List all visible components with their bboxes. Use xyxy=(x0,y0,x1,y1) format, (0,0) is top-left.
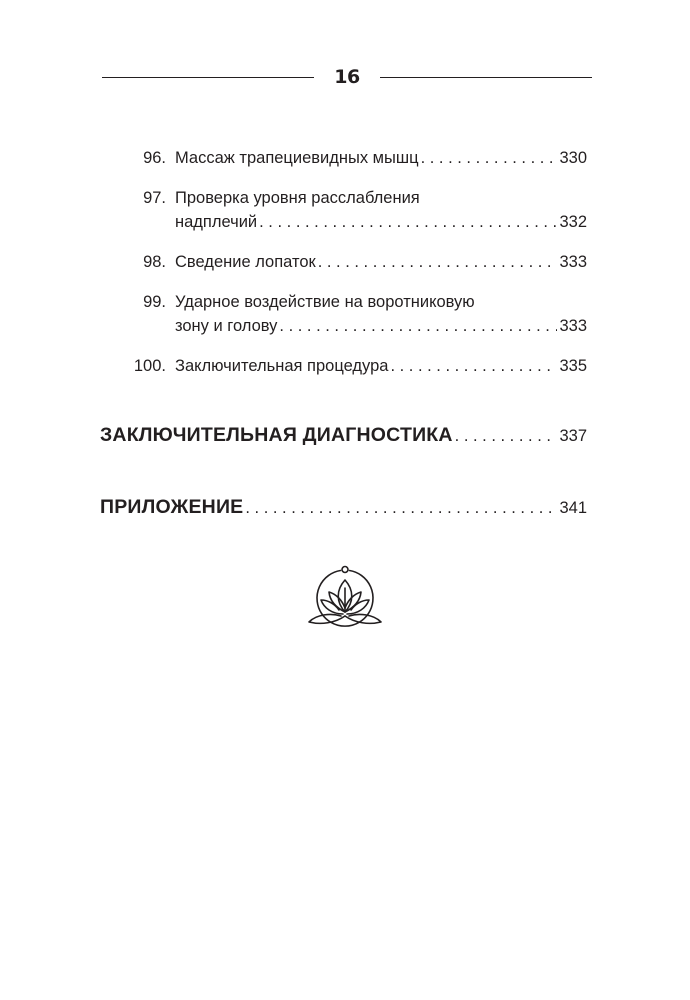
toc-section-page: 341 xyxy=(559,499,587,517)
leader-dots xyxy=(279,314,557,338)
toc-section-title: ЗАКЛЮЧИТЕЛЬНАЯ ДИАГНОСТИКА xyxy=(100,424,453,446)
toc-section-title: ПРИЛОЖЕНИЕ xyxy=(100,496,244,518)
toc-entry-title-continued: надплечий xyxy=(175,213,258,231)
leader-dots xyxy=(245,494,557,522)
page-header xyxy=(102,62,592,92)
toc-entry-page: 332 xyxy=(559,213,587,231)
toc-entry-title: Сведение лопаток xyxy=(175,253,316,271)
toc-entry-number: 98. xyxy=(143,253,166,271)
toc-section-page: 337 xyxy=(559,427,587,445)
toc-entry-page: 330 xyxy=(559,149,587,167)
toc-entry-96[interactable] xyxy=(100,146,587,170)
leader-dots xyxy=(259,210,557,234)
toc-entry-title-continued: зону и голову xyxy=(175,317,278,335)
toc-section-final-diagnostics[interactable] xyxy=(100,421,587,450)
toc-entry-title: Массаж трапециевидных мышц xyxy=(175,149,419,167)
toc-entry-page: 335 xyxy=(559,357,587,375)
toc-entry-97[interactable] xyxy=(100,186,587,234)
toc-entry-page: 333 xyxy=(559,253,587,271)
leader-dots xyxy=(455,422,558,450)
lotus-icon xyxy=(305,562,385,634)
toc-entry-title: Заключительная процедура xyxy=(175,357,389,375)
toc-entry-page: 333 xyxy=(559,317,587,335)
toc-entry-number: 99. xyxy=(143,293,166,311)
toc-entry-number: 97. xyxy=(143,189,166,207)
toc-entry-title: Проверка уровня расслабления xyxy=(175,189,420,207)
toc-entry-number: 100. xyxy=(133,357,166,375)
leader-dots xyxy=(421,146,558,170)
leader-dots xyxy=(390,354,557,378)
header-rule-right xyxy=(380,77,592,78)
toc-entry-100[interactable] xyxy=(100,354,587,378)
toc-entry-title: Ударное воздействие на воротниковую xyxy=(175,293,475,311)
toc-section-appendix[interactable] xyxy=(100,493,587,522)
toc-entry-99[interactable] xyxy=(100,290,587,338)
page-number: 16 xyxy=(334,66,360,88)
leader-dots xyxy=(318,250,558,274)
toc-entry-98[interactable] xyxy=(100,250,587,274)
toc-entry-number: 96. xyxy=(143,149,166,167)
